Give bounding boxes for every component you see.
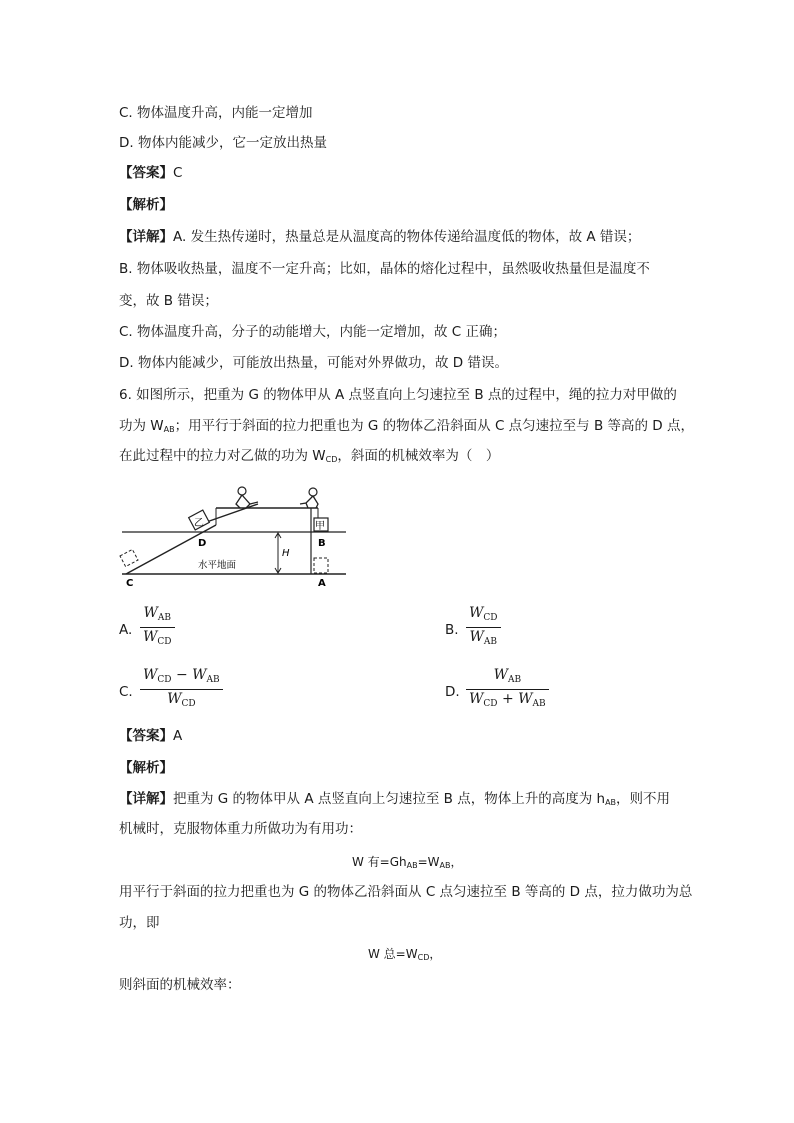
- q6-text: 在此过程中的拉力对乙做的功为 W: [119, 448, 326, 464]
- q6-sub: CD: [325, 455, 338, 464]
- q6-sub: AB: [163, 425, 175, 434]
- detail-2-line-5: 则斜面的机械效率：: [119, 977, 241, 993]
- detail-tag: 【详解】: [119, 229, 173, 245]
- analysis-heading: 【解析】: [119, 197, 173, 213]
- q6-text-b: ；用平行于斜面的拉力把重也为 G 的物体乙沿斜面从 C 点匀速拉至与 B 等高的 D 点，: [174, 418, 694, 434]
- equation-useful-work: W 有$=Gh_{AB}=W_{AB}$，: [352, 855, 463, 870]
- answer-2: [119, 726, 182, 746]
- answer-tag: 【答案】: [119, 728, 173, 744]
- label-D: D: [198, 538, 207, 549]
- detail-c: C. 物体温度升高，分子的动能增大，内能一定增加，故 C 正确；: [119, 324, 507, 340]
- detail-2-line-1: [119, 789, 670, 813]
- detail-b-2: 变，故 B 错误；: [119, 293, 218, 309]
- q6-text: 功为 W: [119, 418, 164, 434]
- option-d-fraction: $W_{AB}$ $W_{CD} + W_{AB}$: [466, 666, 549, 713]
- detail-2-line-4: 功，即: [119, 915, 160, 931]
- option-a-fraction: $W_{AB}$ $W_{CD}$: [140, 604, 175, 651]
- label-B: B: [318, 538, 326, 549]
- option-c-fraction: $W_{CD} - W_{AB}$ $W_{CD}$: [140, 666, 223, 713]
- option-b-fraction: $W_{CD}$ $W_{AB}$: [466, 604, 501, 651]
- label-C: C: [126, 578, 134, 589]
- option-a-label: A.: [119, 622, 133, 638]
- question-6-line-3: [119, 446, 499, 470]
- person-1-body: [236, 495, 258, 508]
- option-d-line: D. 物体内能减少，它一定放出热量: [119, 135, 327, 151]
- dashed-box-a: [314, 558, 328, 573]
- label-H: H: [282, 548, 290, 559]
- equation-total-work: W 总$=W_{CD}$，: [368, 947, 442, 962]
- detail-d: D. 物体内能减少，可能放出热量，可能对外界做功，故 D 错误。: [119, 355, 508, 371]
- question-6-line-2: [119, 416, 694, 440]
- detail-b-1: B. 物体吸收热量，温度不一定升高；比如，晶体的熔化过程中，虽然吸收热量但是温度不: [119, 261, 650, 277]
- person-2-body: [300, 496, 318, 508]
- detail-text: 把重为 G 的物体甲从 A 点竖直向上匀速拉至 B 点，物体上升的高度为 h: [173, 791, 606, 807]
- detail-sub: AB: [605, 798, 617, 807]
- label-A: A: [318, 578, 326, 589]
- answer-tag: 【答案】: [119, 165, 173, 181]
- detail-2-line-3: 用平行于斜面的拉力把重也为 G 的物体乙沿斜面从 C 点匀速拉至 B 等高的 D 点，拉力做功为总: [119, 884, 693, 900]
- option-c-line: C. 物体温度升高，内能一定增加: [119, 105, 313, 121]
- incline-figure: [118, 478, 350, 590]
- detail-1: [119, 227, 640, 247]
- detail-2-line-2: 机械时，克服物体重力所做功为有用功：: [119, 821, 362, 837]
- detail-tag: 【详解】: [119, 791, 173, 807]
- dashed-box-c: [120, 549, 138, 566]
- person-1-head: [238, 487, 246, 495]
- detail-text-b: ，则不用: [616, 791, 671, 807]
- label-jia: 甲: [315, 521, 325, 532]
- analysis-heading-2: 【解析】: [119, 760, 173, 776]
- detail-text: A. 发生热传递时，热量总是从温度高的物体传递给温度低的物体，故 A 错误；: [173, 229, 641, 245]
- answer-value: A: [173, 728, 183, 744]
- option-c-label: C.: [119, 684, 133, 700]
- answer-value: C: [173, 165, 183, 181]
- label-ground: 水平地面: [198, 560, 237, 571]
- q6-text-b: ，斜面的机械效率为（ ）: [337, 448, 500, 464]
- option-b-label: B.: [445, 622, 459, 638]
- question-6-line-1: 6. 如图所示，把重为 G 的物体甲从 A 点竖直向上匀速拉至 B 点的过程中，绳的拉力对甲做的: [119, 387, 677, 403]
- answer-1: [119, 163, 182, 183]
- person-2-head: [309, 488, 317, 496]
- option-d-label: D.: [445, 684, 460, 700]
- label-yi: 乙: [194, 518, 204, 529]
